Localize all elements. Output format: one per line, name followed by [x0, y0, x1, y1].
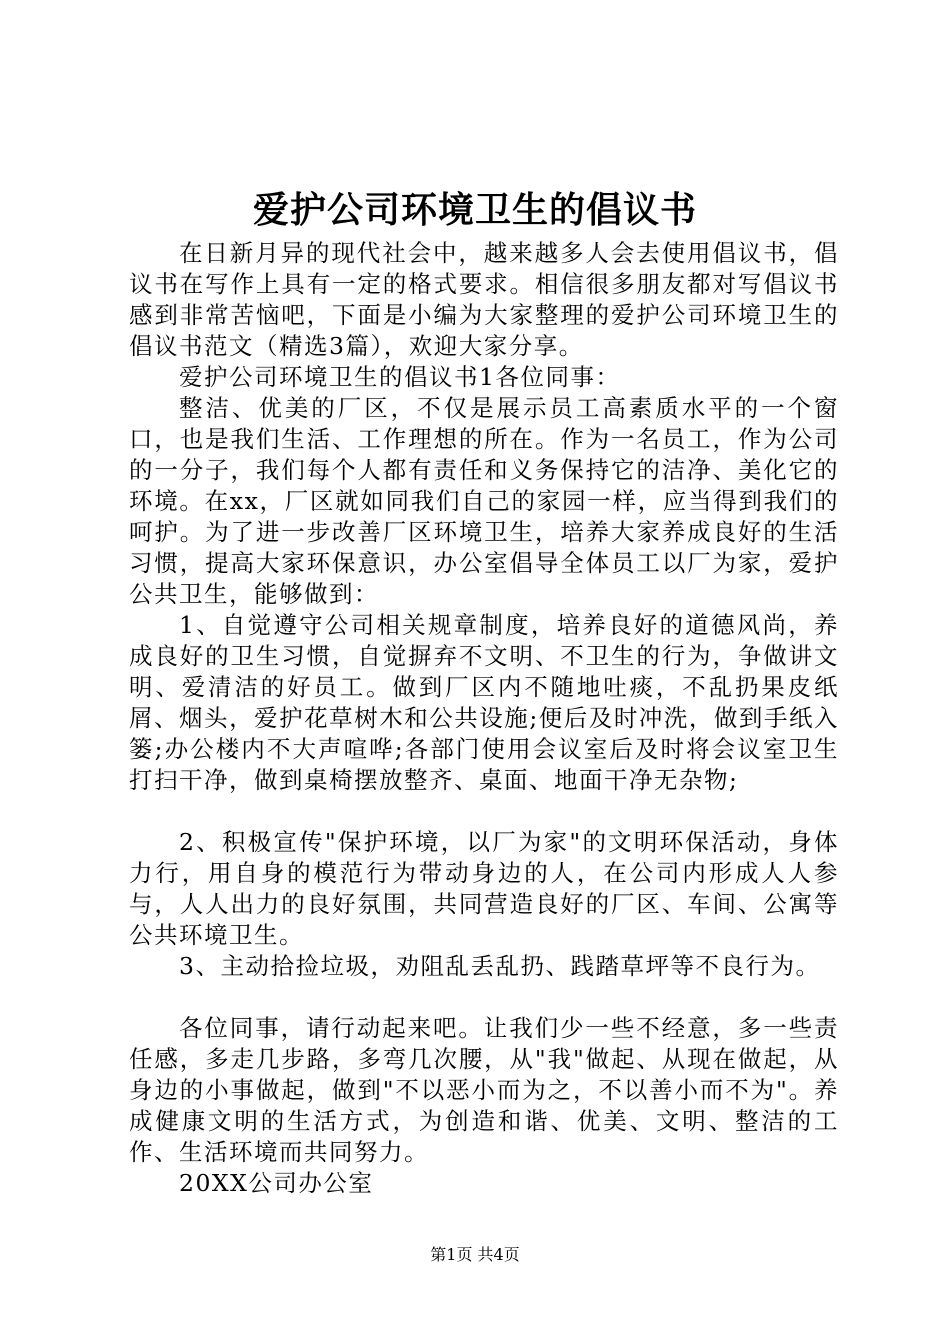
- list-item-1: 1、自觉遵守公司相关规章制度，培养良好的道德风尚，养成良好的卫生习惯，自觉摒弃不文明、不卫生的行为，争做讲文明、爱清洁的好员工。做到厂区内不随地吐痰，不乱扔果皮纸屑、烟头，爱护花草树木和公共设施;便后及时冲洗，做到手纸入篓;办公楼内不大声喧哗;各部门使用会议室后及时将会议室卫生打扫干净，做到桌椅摆放整齐、桌面、地面干净无杂物;: [129, 611, 839, 794]
- document-title: 爱护公司环境卫生的倡议书: [252, 189, 697, 231]
- signature: 20XX公司办公室: [179, 1169, 374, 1197]
- closing-paragraph: 各位同事，请行动起来吧。让我们少一些不经意，多一些责任感，多走几步路，多弯几次腰，从"我"做起、从现在做起，从身边的小事做起，做到"不以恶小而为之，不以善小而不为"。养成健康文明的生活方式，为创造和谐、优美、文明、整洁的工作、生活环境而共同努力。: [129, 1014, 839, 1166]
- intro-paragraph: 在日新月异的现代社会中，越来越多人会去使用倡议书，倡议书在写作上具有一定的格式要求。相信很多朋友都对写倡议书感到非常苦恼吧，下面是小编为大家整理的爱护公司环境卫生的倡议书范文（精选3篇），欢迎大家分享。: [129, 239, 839, 360]
- list-item-2: 2、积极宣传"保护环境，以厂为家"的文明环保活动，身体力行，用自身的模范行为带动身边的人，在公司内形成人人参与，人人出力的良好氛围，共同营造良好的厂区、车间、公寓等公共环境卫生。: [129, 828, 839, 949]
- letter-heading: 爱护公司环境卫生的倡议书1各位同事：: [179, 363, 621, 391]
- list-item-3: 3、主动拾捡垃圾，劝阻乱丢乱扔、践踏草坪等不良行为。: [179, 952, 821, 980]
- body-paragraph: 整洁、优美的厂区，不仅是展示员工高素质水平的一个窗口，也是我们生活、工作理想的所在。作为一名员工，作为公司的一分子，我们每个人都有责任和义务保持它的洁净、美化它的环境。在xx，厂区就如同我们自己的家园一样，应当得到我们的呵护。为了进一步改善厂区环境卫生，培养大家养成良好的生活习惯，提高大家环保意识，办公室倡导全体员工以厂为家，爱护公共卫生，能够做到：: [129, 394, 839, 608]
- document-body: [129, 238, 839, 1199]
- page-indicator: 第1页 共4页: [430, 1245, 520, 1264]
